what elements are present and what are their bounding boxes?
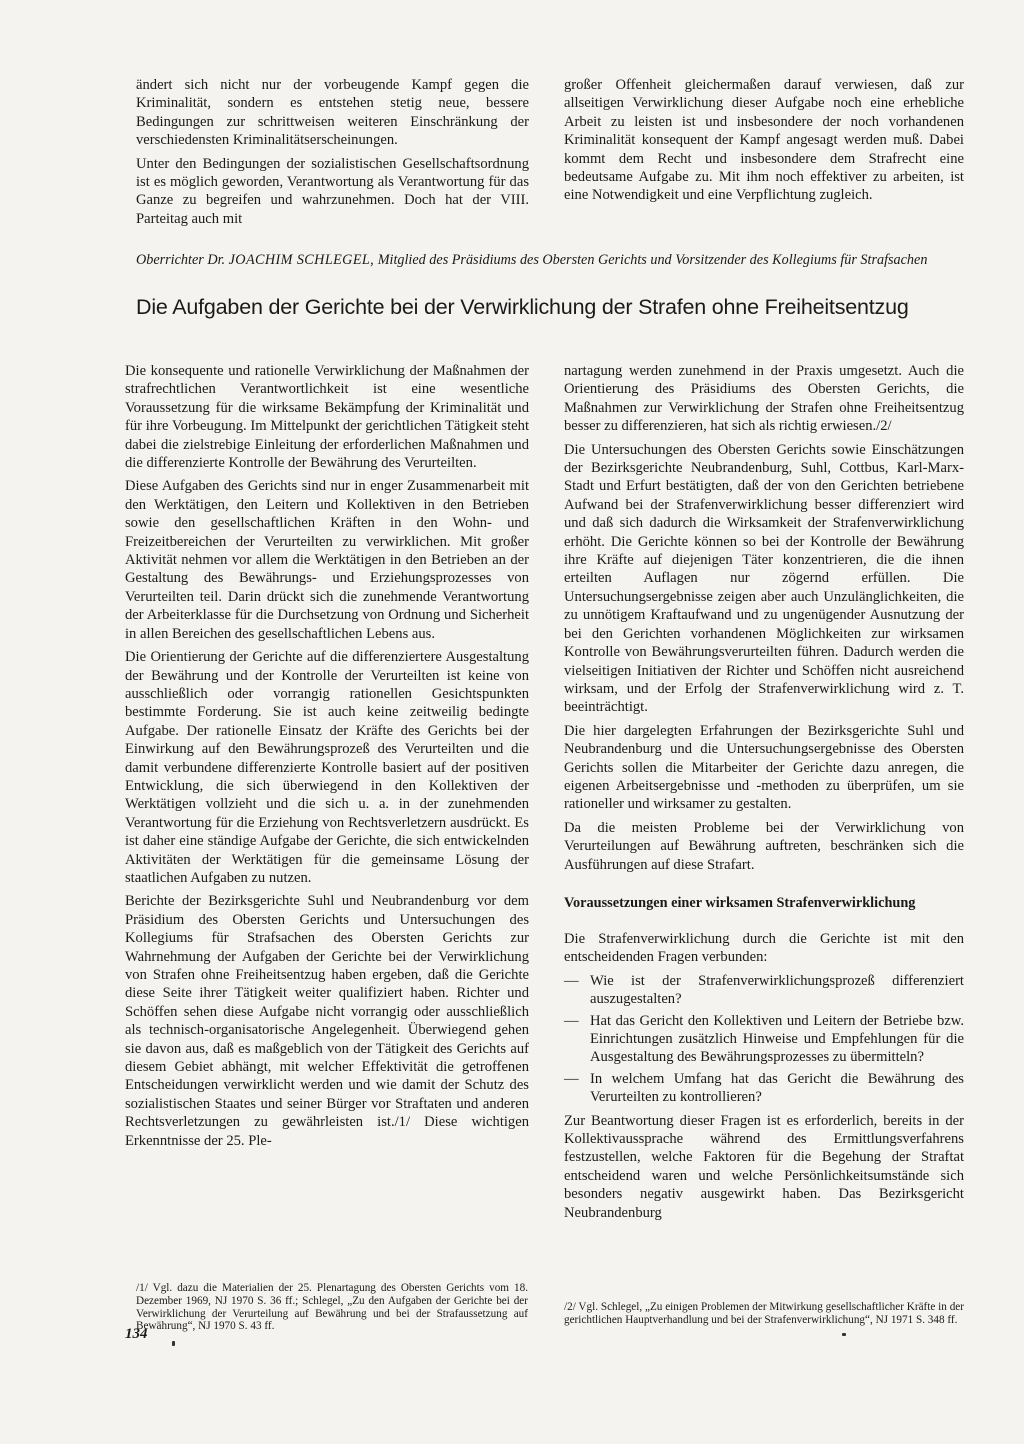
- article-paragraph: Zur Beantwortung dieser Fragen ist es erforderlich, bereits in der Kollektivaussprache während des Ermittlungsverfahrens festzustellen, welche Faktoren für die Begehung der Straftat entscheidend waren und welche Persönlichkeitsumstände sich besonders negativ ausgewirkt haben. Das Bezirksgericht Neubrandenburg: [564, 1112, 964, 1221]
- question-list: [564, 972, 964, 1107]
- continuation-left-column: [136, 76, 529, 233]
- article-paragraph: Die Orientierung der Gerichte auf die differenziertere Ausgestaltung der Bewährung und der Kontrolle der Verurteilten ist keine von ausschließlich oder vorrangig rationellen Gesichtspunkten bestimmte Forderung. Sie ist auch keine zeitweilig bedingte Aufgabe. Der rationelle Einsatz der Kräfte des Gerichts bei der Einwirkung auf den Bewährungsprozeß des Verurteilten und die damit verbundene differenzierte Kontrolle basiert auf der positiven Entwicklung, die sich überwiegend in den Kollektiven der Werktätigen vollzieht und die sich u. a. in der zunehmenden Verantwortung für die Erziehung von Rechtsverletzern ausdrückt. Es ist daher eine ständige Aufgabe der Gerichte, die sich entwickelnden Aktivitäten der Werktätigen für die gemeinsame Lösung der staatlichen Aufgaben zu nutzen.: [125, 649, 529, 886]
- continuation-paragraph: großer Offenheit gleichermaßen darauf verwiesen, daß zur allseitigen Verwirklichung dieser Aufgabe noch eine erhebliche Arbeit zu leisten ist und insbesondere der noch vorhandenen Kriminalität konsequent der Kampf angesagt werden muß. Dabei kommt dem Recht und insbesondere dem Strafrecht eine bedeutsame Aufgabe zu. Mit ihm noch effektiver zu arbeiten, ist eine Notwendigkeit und eine Verpflichtung zugleich.: [564, 77, 964, 204]
- author-name: JOACHIM SCHLEGEL,: [228, 252, 375, 268]
- section-subheading: Voraussetzungen einer wirksamen Strafenverwirklichung: [564, 894, 916, 911]
- article-paragraph: Die konsequente und rationelle Verwirklichung der Maßnahmen der strafrechtlichen Verantwortlichkeit ist eine wesentliche Voraussetzung für die wirksame Bekämpfung der Kriminalität und für ihre Vorbeugung. Im Mittelpunkt der gerichtlichen Tätigkeit steht dabei die zielstrebige Einleitung der erforderlichen Maßnahmen und die differenzierte Kontrolle der Bewährung des Verurteilten.: [125, 363, 529, 472]
- continuation-right-column: [564, 76, 964, 210]
- article-paragraph: Die Untersuchungen des Obersten Gerichts sowie Einschätzungen der Bezirksgerichte Neubrandenburg, Suhl, Cottbus, Karl-Marx-Stadt und Erfurt bestätigten, daß der von den Gerichten betriebene Aufwand bei der Strafenverwirklichung besser differenziert wird und daß sich dadurch die Wirksamkeit der Strafenverwirklichung erhöht. Die Gerichte können so bei der Kontrolle der Bewährung ihre Kräfte auf diejenigen Täter konzentrieren, die die ihnen erteilten Auflagen nur zögernd erfüllen. Die Untersuchungsergebnisse zeigen aber auch Unzulänglichkeiten, die zu unnötigem Kraftaufwand und zu ungenügender Ausnutzung der bei den Gerichten vorhandenen Möglichkeiten zur wirksamen Kontrolle von Bewährungsverurteilten führen. Dadurch werden die vielseitigen Initiativen der Richter und Schöffen nicht ausreichend wirksam, und der Erfolg der Strafenverwirklichung wird z. T. beeinträchtigt.: [564, 441, 964, 716]
- scan-speck: [842, 1333, 846, 1336]
- article-right-column: [564, 362, 964, 1227]
- question-item: — Wie ist der Strafenverwirklichungsprozeß differenziert auszugestalten?: [564, 972, 964, 1009]
- footnote-2: /2/ Vgl. Schlegel, „Zu einigen Problemen der Mitwirkung gesellschaftlicher Kräfte in der gerichtlichen Hauptverhandlung und bei der Strafenverwirklichung“, NJ 1971 S. 348 ff.: [564, 1301, 964, 1326]
- footnote-1: /1/ Vgl. dazu die Materialien der 25. Plenartagung des Obersten Gerichts vom 18. Dezember 1969, NJ 1970 S. 36 ff.; Schlegel, „Zu den Aufgaben der Gerichte bei der Verwirklichung der Verurteilung auf Bewährung und bei der Strafaussetzung auf Bewährung“, NJ 1970 S. 43 ff.: [136, 1282, 528, 1333]
- scan-speck: [172, 1341, 175, 1346]
- page-number: 134: [125, 1326, 148, 1342]
- author-byline: [136, 251, 966, 270]
- article-paragraph: Die Strafenverwirklichung durch die Gerichte ist mit den entscheidenden Fragen verbunden:: [564, 930, 964, 966]
- article-paragraph: Da die meisten Probleme bei der Verwirklichung von Verurteilungen auf Bewährung auftreten, beschränken sich die Ausführungen auf diese Strafart.: [564, 819, 964, 873]
- author-prefix: Oberrichter Dr.: [136, 252, 226, 268]
- question-item: — In welchem Umfang hat das Gericht die Bewährung des Verurteilten zu kontrollieren?: [564, 1070, 964, 1107]
- article-paragraph: Berichte der Bezirksgerichte Suhl und Neubrandenburg vor dem Präsidium des Obersten Gerichts und Untersuchungen des Kollegiums für Strafsachen des Obersten Gerichts zur Wahrnehmung der Aufgaben der Gerichte bei der Verwirklichung von Strafen ohne Freiheitsentzug haben ergeben, daß die Gerichte diese Seite ihrer Tätigkeit weiter qualifiziert haben. Richter und Schöffen sehen diese Aufgabe nicht vorrangig oder ausschließlich als technisch-organisatorische Angelegenheit. Überwiegend gehen sie davon aus, daß es maßgeblich von der Tätigkeit des Gerichts auf diesem Gebiet abhängt, mit welcher Effektivität die getroffenen Entscheidungen verwirklicht werden und wie damit der Schutz des sozialistischen Staates und seiner Bürger vor Straftaten und anderen Rechtsverletzungen zu gewährleisten ist./1/ Diese wichtigen Erkenntnisse der 25. Ple-: [125, 893, 529, 1149]
- continuation-paragraph: Unter den Bedingungen der sozialistischen Gesellschaftsordnung ist es möglich geworden, Verantwortung als Verantwortung für das Ganze zu begreifen und wahrzunehmen. Doch hat der VIII. Parteitag auch mit: [136, 155, 529, 227]
- author-role: Mitglied des Präsidiums des Obersten Gerichts und Vorsitzender des Kollegiums für Strafsachen: [377, 252, 928, 268]
- article-paragraph: Die hier dargelegten Erfahrungen der Bezirksgerichte Suhl und Neubrandenburg und die Untersuchungsergebnisse des Obersten Gerichts sollen die Mitarbeiter der Gerichte dazu anregen, die eigenen Arbeitsergebnisse und -methoden zu überprüfen, um sie rationeller und wirksamer zu gestalten.: [564, 722, 964, 813]
- article-title: Die Aufgaben der Gerichte bei der Verwirklichung der Strafen ohne Freiheitsentzug: [136, 295, 909, 319]
- article-left-column: [125, 362, 529, 1155]
- article-paragraph: Diese Aufgaben des Gerichts sind nur in enger Zusammenarbeit mit den Werktätigen, den Leitern und Kollektiven in den Betrieben sowie den gesellschaftlichen Kräften in den Wohn- und Freizeitbereichen der Verurteilten zu verwirklichen. Mit großer Aktivität nehmen vor allem die Werktätigen in den Betrieben an der Gestaltung des Bewährungs- und Erziehungsprozesses von Verurteilten teil. Darin drückt sich die zunehmende Verantwortung der Arbeiterklasse für die Durchsetzung von Ordnung und Sicherheit in allen Bereichen des gesellschaftlichen Lebens aus.: [125, 478, 529, 642]
- question-item: — Hat das Gericht den Kollektiven und Leitern der Betriebe bzw. Einrichtungen zusätzlich Hinweise und Empfehlungen für die Ausgestaltung des Bewährungsprozesses zu übermitteln?: [564, 1012, 964, 1067]
- article-paragraph: nartagung werden zunehmend in der Praxis umgesetzt. Auch die Orientierung des Präsidiums des Obersten Gerichts, die Maßnahmen zur Verwirklichung der Strafen ohne Freiheitsentzug besser zu differenzieren, hat sich als richtig erwiesen./2/: [564, 363, 964, 435]
- continuation-paragraph: ändert sich nicht nur der vorbeugende Kampf gegen die Kriminalität, sondern es entstehen stetig neue, bessere Bedingungen zur schrittweisen weiteren Einschränkung der verschiedensten Kriminalitätserscheinungen.: [136, 77, 529, 149]
